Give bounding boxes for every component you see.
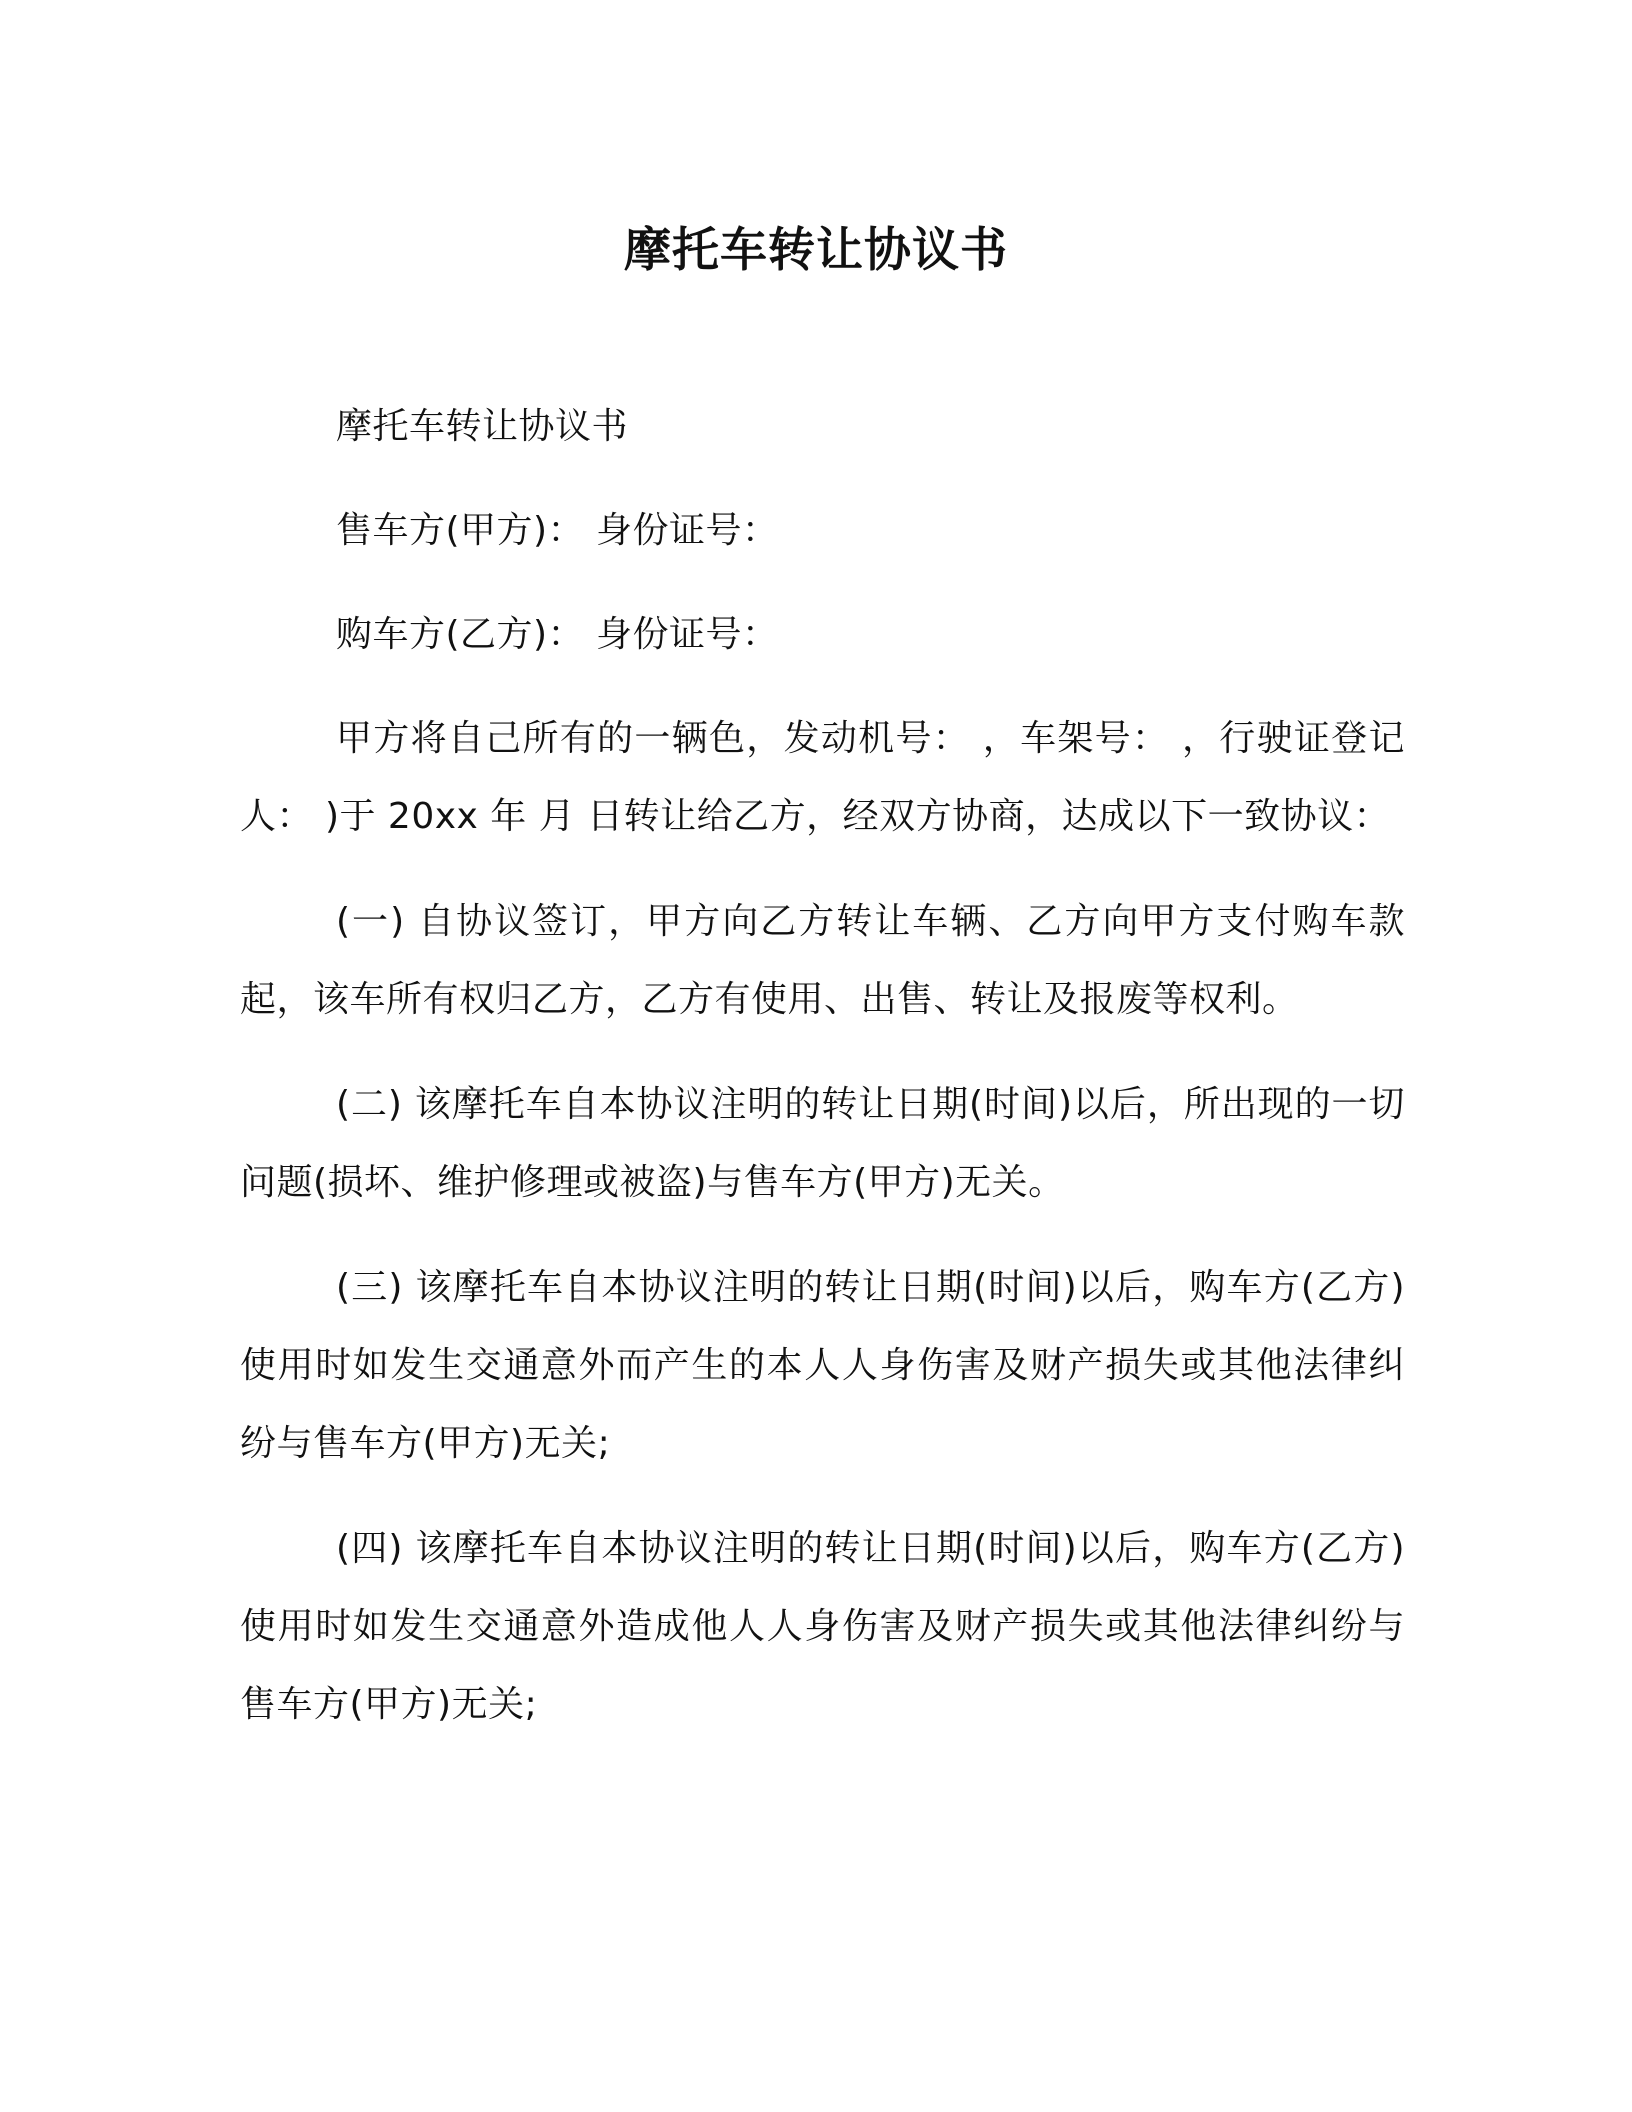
paragraph-buyer: 购车方(乙方)： 身份证号： [336, 614, 779, 655]
paragraph-clause-1: (一) 自协议签订，甲方向乙方转让车辆、乙方向甲方支付购车款起，该车所有权归乙方，乙方有使用、出售、转让及报废等权利。 [240, 901, 1405, 1020]
paragraph-clause-2: (二) 该摩托车自本协议注明的转让日期(时间)以后，所出现的一切问题(损坏、维护修理或被盗)与售车方(甲方)无关。 [240, 1084, 1405, 1203]
paragraph-clause-3: (三) 该摩托车自本协议注明的转让日期(时间)以后，购车方(乙方)使用时如发生交通意外而产生的本人人身伤害及财产损失或其他法律纠纷与售车方(甲方)无关; [240, 1267, 1405, 1464]
paragraph-heading: 摩托车转让协议书 [336, 406, 629, 447]
paragraph-seller: 售车方(甲方)： 身份证号： [336, 510, 779, 551]
document-body [240, 388, 1405, 1771]
paragraph-vehicle-info: 甲方将自己所有的一辆色，发动机号： ，车架号： ，行驶证登记人： )于 20xx 年 月 日转让给乙方，经双方协商，达成以下一致协议： [240, 718, 1405, 837]
paragraph-clause-4: (四) 该摩托车自本协议注明的转让日期(时间)以后，购车方(乙方)使用时如发生交通意外造成他人人身伤害及财产损失或其他法律纠纷与售车方(甲方)无关; [240, 1528, 1405, 1725]
document-title: 摩托车转让协议书 [624, 223, 1008, 278]
